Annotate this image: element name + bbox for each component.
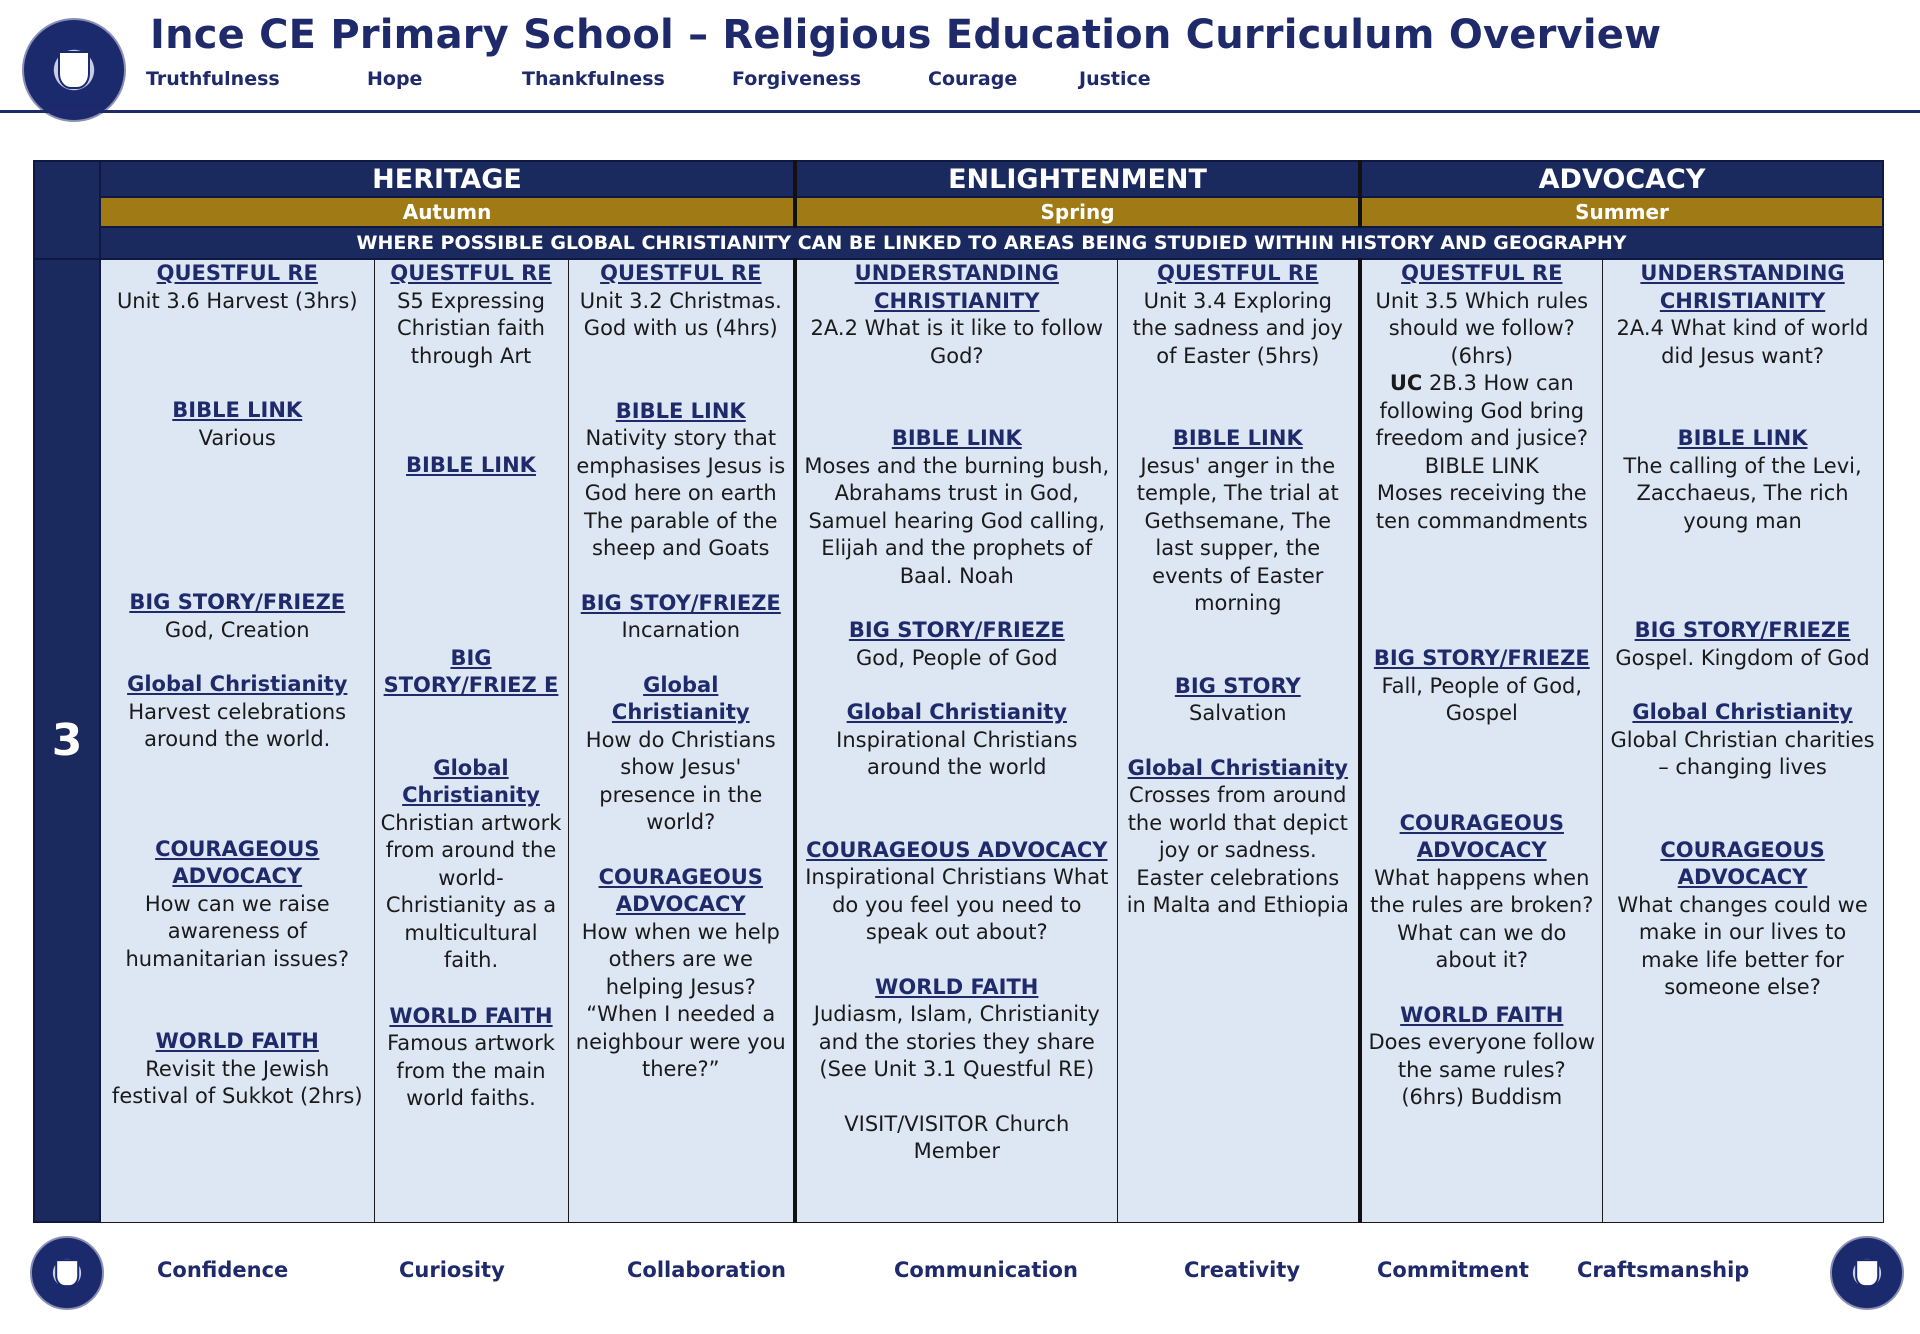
global-christianity-text: Harvest celebrations around the world. (128, 699, 347, 751)
value-confidence: Confidence (157, 1258, 289, 1282)
world-faith-heading: WORLD FAITH (1400, 1002, 1564, 1027)
bible-link-heading: BIBLE LINK (615, 398, 746, 423)
theme-heritage: HERITAGE (100, 161, 795, 197)
page-title: Ince CE Primary School – Religious Education Curriculum Overview (150, 12, 1662, 58)
unit-cell-christmas (568, 259, 795, 1222)
global-christianity-text: Crosses from around the world that depict joy or sadness. Easter celebrations in Malta and Ethiopia (1126, 783, 1349, 917)
school-crest-logo-bottom-right (1830, 1236, 1904, 1310)
courageous-advocacy-heading: COURAGEOUS ADVOCACY (155, 836, 320, 888)
bible-link-text: The calling of the Levi, Zacchaeus, The rich young man (1623, 453, 1862, 533)
theme-enlightenment: ENLIGHTENMENT (795, 161, 1360, 197)
big-story-heading: BIG STORY/FRIEZ E (383, 645, 559, 697)
courageous-advocacy-heading: COURAGEOUS ADVOCACY (598, 864, 763, 916)
unit-heading: QUESTFUL RE (1401, 261, 1563, 285)
unit-text: 2A.2 What is it like to follow God? (810, 316, 1104, 368)
bible-link-heading: BIBLE LINK (1677, 426, 1808, 450)
courageous-advocacy-text: What changes could we make in our lives to make life better for someone else? (1617, 892, 1868, 999)
big-story-text: God, People of God (855, 645, 1058, 670)
value-craftsmanship: Craftsmanship (1577, 1258, 1750, 1282)
unit-cell-art (374, 259, 568, 1222)
big-story-heading: BIG STORY/FRIEZE (848, 618, 1065, 642)
season-autumn: Autumn (100, 197, 795, 227)
bible-link-heading: BIBLE LINK (891, 426, 1022, 450)
global-christianity-text: Global Christian charities – changing lives (1610, 727, 1875, 779)
unit-cell-harvest (100, 259, 374, 1222)
big-story-text: Gospel. Kingdom of God (1615, 645, 1870, 670)
big-story-text: Salvation (1189, 701, 1287, 725)
value-commitment: Commitment (1377, 1258, 1529, 1282)
big-story-text: Incarnation (621, 618, 741, 642)
unit-text: Unit 3.5 Which rules should we follow? (6hrs) (1375, 288, 1589, 368)
year-label: 3 (34, 259, 100, 1222)
big-story-heading: BIG STORY/FRIEZE (1373, 646, 1590, 670)
unit-heading: UNDERSTANDING CHRISTIANITY (854, 261, 1059, 313)
global-christianity-heading: Global Christianity (1632, 700, 1853, 724)
global-christianity-heading: Global Christianity (1127, 755, 1348, 780)
world-faith-heading: WORLD FAITH (875, 974, 1039, 999)
unit-cell-easter (1117, 259, 1360, 1222)
global-christianity-heading: Global Christianity (127, 672, 348, 696)
global-christianity-text: Inspirational Christians around the world (836, 727, 1078, 779)
global-christianity-text: Christian artwork from around the world- Christianity as a multicultural faith. (380, 810, 562, 972)
world-faith-heading: WORLD FAITH (155, 1029, 319, 1053)
bible-link-text: Moses receiving the ten commandments (1375, 481, 1588, 533)
unit-heading: QUESTFUL RE (1157, 261, 1319, 285)
world-faith-heading: WORLD FAITH (389, 1003, 553, 1028)
value-thankfulness: Thankfulness (522, 68, 665, 90)
world-faith-text: Judiasm, Islam, Christianity and the stories they share (See Unit 3.1 Questful RE) (813, 1002, 1100, 1081)
unit-cell-kingdom (1602, 259, 1883, 1222)
unit-cell-follow-god (795, 259, 1117, 1222)
global-christianity-heading: Global Christianity (611, 672, 750, 724)
unit-text: Unit 3.6 Harvest (3hrs) (116, 288, 358, 313)
unit-text: Unit 3.4 Exploring the sadness and joy of Easter (5hrs) (1132, 288, 1343, 368)
bible-link-heading: BIBLE LINK (406, 453, 536, 477)
world-faith-text: Does everyone follow the same rules?(6hrs) Buddism (1368, 1030, 1596, 1109)
big-story-heading: BIG STORY (1174, 673, 1301, 698)
courageous-advocacy-text: Inspirational Christians What do you feel you need to speak out about? (805, 865, 1109, 944)
value-courage: Courage (928, 68, 1018, 90)
bible-link-text: Moses and the burning bush, Abrahams trust in God, Samuel hearing God calling, Elijah and the prophets of Baal. Noah (804, 453, 1110, 588)
courageous-advocacy-heading: COURAGEOUS ADVOCACY (806, 837, 1108, 862)
value-truthfulness: Truthfulness (146, 68, 280, 90)
value-hope: Hope (367, 68, 423, 90)
courageous-advocacy-text: How when we help others are we helping Jesus? “When I needed a neighbour were you there?” (575, 919, 786, 1081)
bible-link-heading: BIBLE LINK (1172, 426, 1303, 450)
value-justice: Justice (1079, 68, 1151, 90)
season-summer: Summer (1360, 197, 1883, 227)
visit-visitor-text: VISIT/VISITOR Church Member (844, 1111, 1070, 1163)
unit-heading: QUESTFUL RE (156, 261, 318, 285)
bible-link-text: Various (198, 425, 276, 450)
unit-heading: UNDERSTANDING CHRISTIANITY (1640, 261, 1845, 313)
courageous-advocacy-heading: COURAGEOUS ADVOCACY (1399, 810, 1564, 862)
value-creativity: Creativity (1184, 1258, 1301, 1282)
school-values-bottom (0, 1258, 1920, 1288)
uc-label: UC (1389, 371, 1423, 395)
value-collaboration: Collaboration (627, 1258, 787, 1282)
value-forgiveness: Forgiveness (732, 68, 862, 90)
world-faith-text: Revisit the Jewish festival of Sukkot (2hrs) (111, 1056, 363, 1108)
big-story-text: Fall, People of God, Gospel (1381, 673, 1583, 725)
unit-text: 2A.4 What kind of world did Jesus want? (1616, 316, 1869, 368)
courageous-advocacy-text: How can we raise awareness of humanitarian issues? (125, 891, 350, 971)
bible-link-heading: BIBLE LINK (172, 398, 303, 422)
unit-text: Unit 3.2 Christmas. God with us (4hrs) (579, 288, 782, 340)
bible-link-inline: BIBLE LINK (1424, 453, 1539, 478)
unit-heading: QUESTFUL RE (390, 261, 552, 285)
theme-advocacy: ADVOCACY (1360, 161, 1883, 197)
big-story-heading: BIG STORY/FRIEZE (129, 590, 346, 614)
unit-cell-rules (1360, 259, 1602, 1222)
value-curiosity: Curiosity (399, 1258, 505, 1282)
season-spring: Spring (795, 197, 1360, 227)
bible-link-text: Nativity story that emphasises Jesus is God here on earth The parable of the sheep and Goats (576, 426, 786, 560)
big-story-heading: BIG STORY/FRIEZE (1634, 618, 1851, 642)
courageous-advocacy-text: What happens when the rules are broken? What can we do about it? (1370, 865, 1594, 972)
global-christianity-banner: WHERE POSSIBLE GLOBAL CHRISTIANITY CAN BE LINKED TO AREAS BEING STUDIED WITHIN HISTORY AND GEOGRAPHY (100, 227, 1883, 259)
global-christianity-text: How do Christians show Jesus' presence in the world? (585, 727, 776, 834)
big-story-text: God, Creation (164, 617, 310, 642)
global-christianity-heading: Global Christianity (846, 700, 1067, 724)
bible-link-text: Jesus' anger in the temple, The trial at Gethsemane, The last supper, the events of Easter morning (1136, 453, 1339, 615)
uc-text: 2B.3 How can following God bring freedom and jusice? (1375, 371, 1588, 450)
uc-unit-text (1368, 370, 1596, 453)
curriculum-table (33, 160, 1882, 1223)
unit-text: S5 Expressing Christian faith through Art (397, 288, 545, 368)
unit-heading: QUESTFUL RE (600, 261, 762, 285)
school-values-top (0, 68, 1250, 94)
value-communication: Communication (894, 1258, 1078, 1282)
world-faith-text: Famous artwork from the main world faiths. (387, 1031, 555, 1110)
header-divider (0, 110, 1920, 113)
big-story-heading: BIG STOY/FRIEZE (580, 590, 781, 615)
courageous-advocacy-heading: COURAGEOUS ADVOCACY (1660, 837, 1825, 889)
global-christianity-heading: Global Christianity (402, 755, 540, 807)
year-spacer-cell (34, 161, 100, 259)
